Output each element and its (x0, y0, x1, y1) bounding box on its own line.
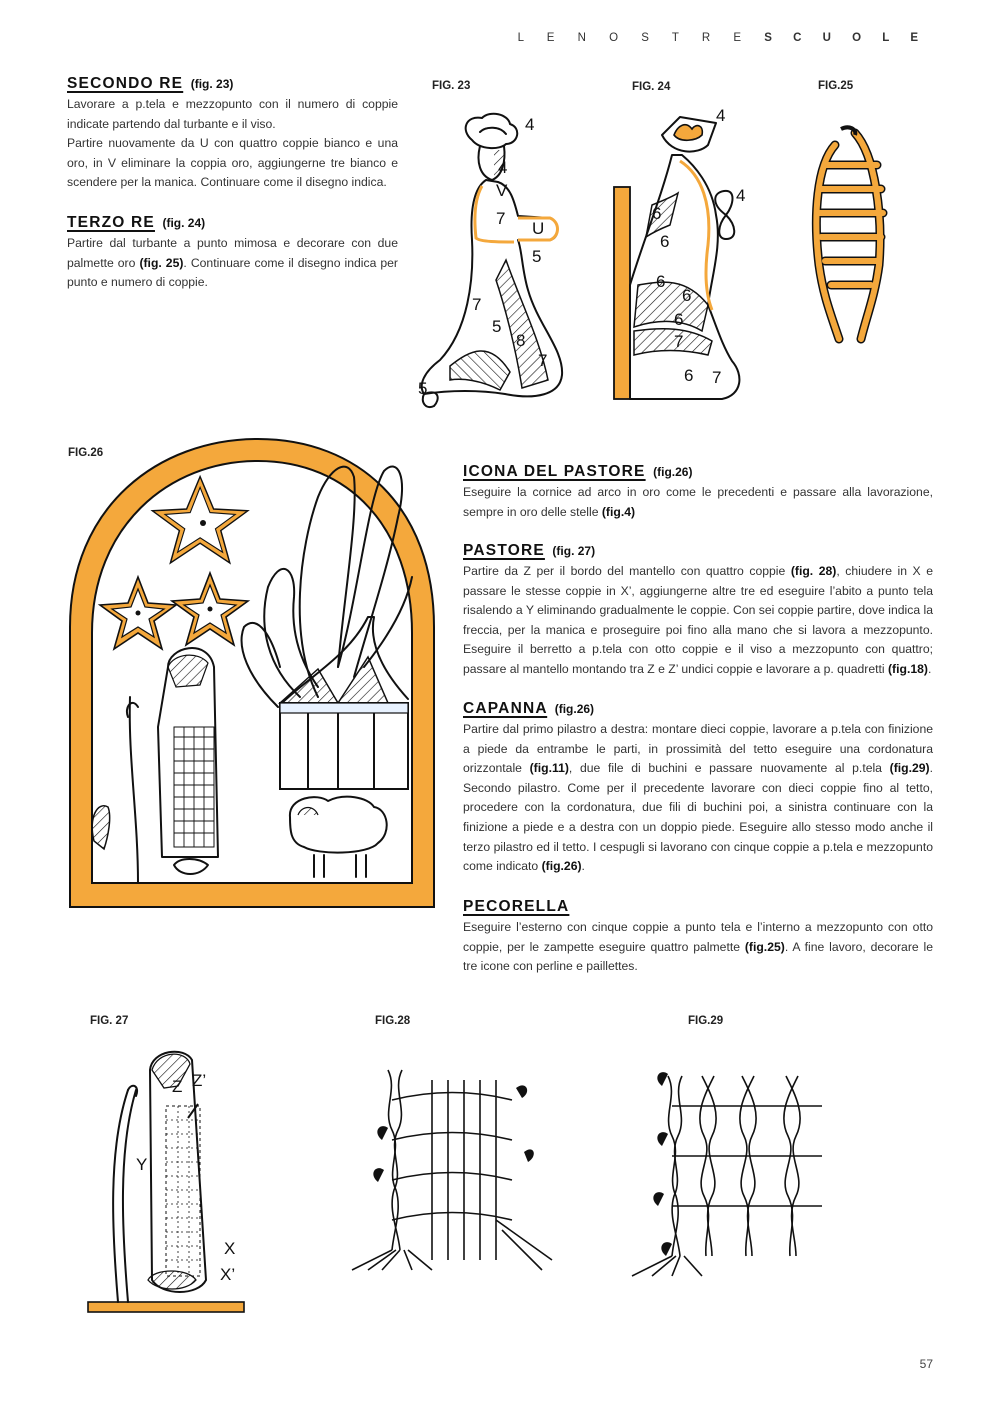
fig24-num: 7 (674, 332, 684, 351)
fig27-num: Y (136, 1155, 148, 1174)
fig24-num: 6 (660, 232, 670, 251)
fig23-num: 8 (516, 331, 526, 350)
fig27-label: FIG. 27 (90, 1015, 129, 1027)
fig23-num: 7 (538, 351, 548, 370)
section-title: PECORELLA (463, 898, 570, 915)
section-title: TERZO RE (67, 214, 155, 231)
text-run: Partire dal primo pilastro a destra: montare dieci coppie, lavorare a p.tela con finizione a piede da entrambe le parti, in prossimità del tetto eseguire una cordonatura orizzontale (463, 722, 933, 776)
section-text (463, 483, 933, 522)
fig23-num: 5 (418, 379, 428, 398)
fig24-num: 6 (674, 310, 684, 329)
text-run: . (581, 859, 585, 874)
fig28-label: FIG.28 (375, 1015, 411, 1027)
section-figref: (fig. 24) (162, 216, 206, 230)
fig23-num: U (532, 219, 545, 238)
fig-ref-bold: (fig.25) (744, 939, 785, 954)
fig28-braid-diagram (352, 1070, 552, 1270)
fig23-num: 7 (472, 295, 482, 314)
section-heading (463, 542, 933, 560)
section-terzo-re (67, 214, 398, 293)
section-capanna (463, 700, 933, 877)
section-pastore (463, 542, 933, 680)
text-run: Eseguire l’esterno con cinque coppie a punto tela e l’interno a mezzopunto con otto coppie, per le zampette eseguire quattro palmette (463, 920, 933, 954)
fig27-num: X (224, 1239, 236, 1258)
text-run: , chiudere in X e passare le stesse coppie in X’, aggiungerne altre tre ed eseguire l’abito a punto tela risalendo a Y eliminando gradualmente le coppie. Con sei coppie partire, dove indica la freccia, per la manica e proseguire poi fino alla mano che si lavora a mezzopunto. Eseguire il berretto a p.tela con otto coppie e il viso a mezzopunto con quattro; passare al mantello montando tra Z e Z’ undici coppie e lavorare a p. quadretti (463, 564, 933, 676)
fig24-num: 6 (652, 204, 662, 223)
text-run: . Secondo pilastro. Come per il precedente lavorare con dieci coppie fino al tetto, procedere con la cordonatura, due fili di buchini poi, a sinistra continuare con la finizione a piede e a destra con un doppio piede. Eseguire allo stesso modo anche il terzo pilastro ed il tetto. I cespugli si lavorano con cinque coppie a p.tela e mezzopunto come indicato (463, 761, 933, 874)
section-heading (463, 898, 933, 916)
fig25-label: FIG.25 (818, 80, 854, 92)
section-text (463, 918, 933, 977)
text-run: . A fine lavoro, decorare le tre icone con perline e paillettes. (463, 939, 934, 974)
fig24-num: 7 (712, 368, 722, 387)
fig29-lace-diagram (632, 1066, 852, 1276)
fig23-label: FIG. 23 (432, 80, 471, 92)
fig23-num: 7 (496, 209, 506, 228)
section-secondo-re (67, 75, 398, 193)
fig24-label: FIG. 24 (632, 81, 671, 93)
section-text (463, 720, 933, 877)
text-run: Partire dal turbante a punto mimosa e decorare con due palmette oro (67, 236, 398, 270)
fig-ref-bold: (fig.4) (601, 504, 636, 519)
fig24-num: 4 (716, 106, 726, 125)
fig23-num: 4 (498, 158, 508, 177)
section-figref: (fig. 23) (190, 77, 234, 91)
fig-ref-bold: (fig.26) (541, 859, 582, 874)
fig29-label: FIG.29 (688, 1015, 724, 1027)
fig26-label: FIG.26 (68, 447, 104, 459)
fig-ref-bold: (fig. 28) (790, 564, 837, 578)
text-run: , due file di buchini e passare nuovamente al p.tela (568, 761, 890, 776)
fig24-num: 4 (736, 186, 746, 205)
fig23-num: 5 (492, 317, 502, 336)
section-icona (463, 463, 933, 522)
fig24-num: 6 (682, 286, 692, 305)
fig27-shepherd-illustration (88, 1030, 258, 1320)
section-figref: (fig.26) (554, 702, 595, 716)
section-pecorella (463, 898, 933, 977)
fig-ref-bold: (fig.18) (888, 661, 928, 676)
fig23-king-illustration (410, 110, 570, 420)
section-text: Lavorare a p.tela e mezzopunto con il numero di coppie indicate partendo dal turbante e il viso. (67, 97, 398, 131)
fig23-num: V (496, 181, 508, 200)
section-figref: (fig. 27) (552, 544, 596, 558)
page-number: 57 (919, 1357, 933, 1371)
fig23-num: 4 (525, 115, 535, 134)
section-heading (463, 700, 933, 718)
fig26-icon-illustration (68, 437, 448, 907)
fig24-king-illustration (612, 105, 772, 405)
fig-ref-bold: (fig.11) (529, 761, 569, 776)
section-title: PASTORE (463, 542, 545, 559)
section-title: ICONA DEL PASTORE (463, 463, 646, 480)
fig23-num: 5 (532, 247, 542, 266)
section-title: SECONDO RE (67, 75, 184, 92)
text-run: Eseguire la cornice ad arco in oro come le precedenti e passare alla lavorazione, sempre in oro delle stelle (463, 485, 933, 519)
text-run: . Continuare come il disegno indica per punto e numero di coppie. (67, 255, 398, 290)
text-run: . (927, 661, 932, 676)
section-heading (463, 463, 933, 481)
text-run: Partire da Z per il bordo del mantello con quattro coppie (463, 564, 791, 578)
section-heading (67, 75, 398, 93)
header-prefix: L E N O S T R E (517, 32, 752, 44)
fig24-num: 6 (684, 366, 694, 385)
fig27-num: Z (172, 1077, 183, 1096)
fig27-num: Z’ (192, 1071, 207, 1090)
fig-ref-bold: (fig. 25) (139, 255, 184, 270)
fig-ref-bold: (fig.29) (889, 761, 930, 776)
section-text-2: Partire nuovamente da U con quattro coppie bianco e una oro, in V eliminare la coppia oro, aggiungerne tre bianco e scendere per la manica. Continuare come il disegno indica. (67, 136, 398, 190)
header-brand: S C U O L E (764, 32, 927, 44)
section-heading (67, 214, 398, 232)
fig27-num: X’ (220, 1265, 236, 1284)
fig24-num: 6 (656, 272, 666, 291)
section-text (67, 234, 398, 293)
fig25-palmette-illustration (805, 125, 895, 355)
section-text (463, 562, 933, 680)
section-title: CAPANNA (463, 700, 548, 717)
running-header (518, 32, 927, 44)
section-figref: (fig.26) (653, 465, 693, 479)
